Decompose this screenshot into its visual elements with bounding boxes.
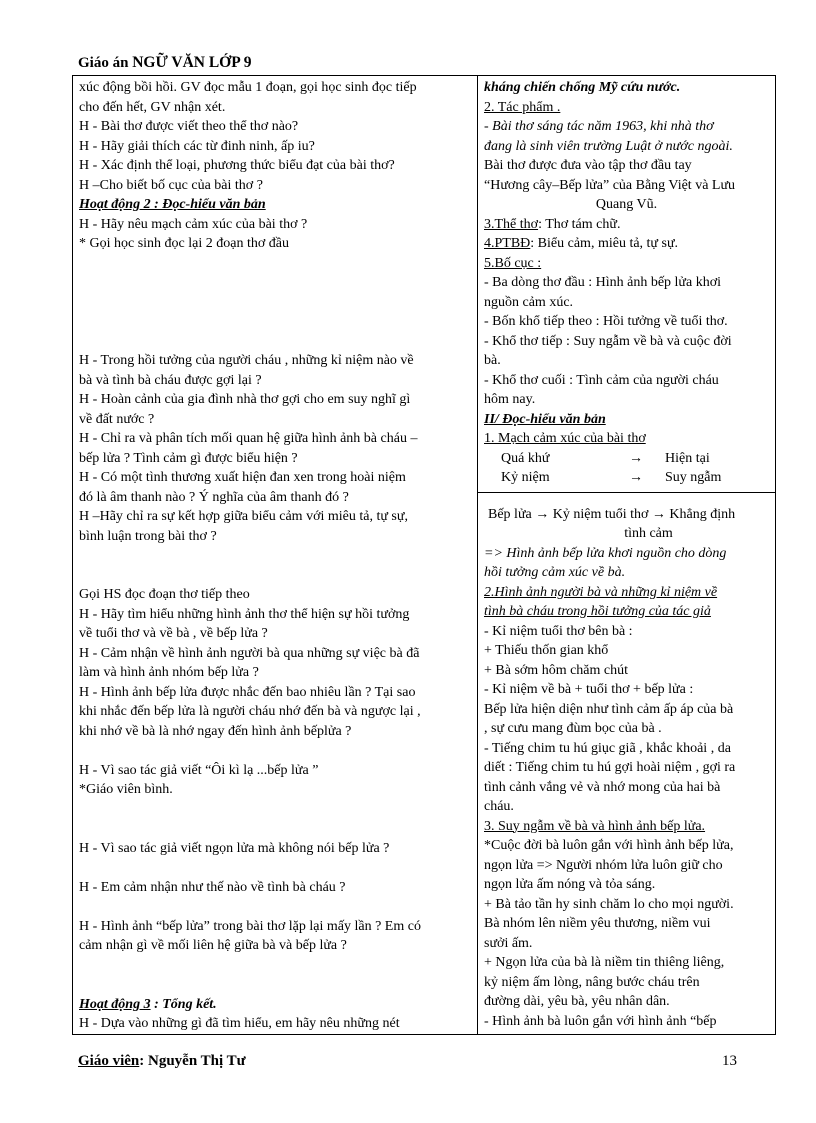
text-line: tình cảm [624,526,673,541]
section-heading: 5.Bố cục : [484,255,542,271]
section-heading: 1. Mạch cảm xúc của bài thơ [484,431,646,446]
text-line: sưởi ấm. [484,935,533,951]
text-line: xúc động bồi hồi. GV đọc mẫu 1 đoạn, gọi học sinh đọc tiếp [79,80,417,95]
activity-heading-3: Hoạt động 3 : Tổng kết. [79,996,217,1012]
text-line: nguồn cảm xúc. [484,294,574,310]
footer-label: Giáo viên [78,1053,140,1069]
divider [478,492,775,493]
text-line: + Bà tảo tần hy sinh chăm lo cho mọi người. [484,896,734,912]
text-line: + Thiếu thốn gian khổ [484,643,609,658]
text-line: đường dài, yêu bà, yêu nhân dân. [484,994,670,1009]
text-line: - Tiếng chim tu hú giục giã , khắc khoải , da [484,740,731,756]
text-line: H –Hãy chỉ ra sự kết hợp giữa biểu cảm với miêu tả, tự sự, [79,509,408,524]
header-label: Giáo án [78,55,129,71]
text-line: H - Hãy giải thích các từ đinh ninh, ấp iu? [79,138,315,154]
text-line: 3.Thể thơ: Thơ tám chữ. [484,216,621,232]
text-line: H - Bài thơ được viết theo thể thơ nào? [79,119,299,134]
flow-label: Suy ngẫm [665,470,722,485]
lesson-table [72,75,776,1035]
teacher-name: : Nguyễn Thị Tư [139,1053,246,1069]
text-line: H - Hãy nêu mạch cảm xúc của bài thơ ? [79,216,308,232]
text-line: *Cuộc đời bà luôn gắn với hình ảnh bếp lửa, [484,838,734,853]
emotion-flow-row [484,468,769,488]
text-line: H –Cho biết bố cục của bài thơ ? [79,177,263,193]
text-line: H - Vì sao tác giả viết ngọn lửa mà không nói bếp lửa ? [79,840,390,856]
text-line: Bếp lửa hiện diện như tình cảm ấp áp của bà [484,701,734,717]
text-line: H - Hình ảnh bếp lửa được nhắc đến bao nhiêu lần ? Tại sao [79,684,416,700]
right-column [478,76,776,1035]
text-line: diết : Tiếng chim tu hú gợi hoài niệm , gợi ra [484,760,736,775]
text-line: H - Vì sao tác giả viết “Ôi kì lạ ...bếp lửa ” [79,762,319,778]
text-line: ngọn lửa => Người nhóm lửa luôn giữ cho [484,857,723,873]
text-line: về tuổi thơ và về bà , về bếp lửa ? [79,626,268,641]
text-line: kỷ niệm ấm lòng, nâng bước cháu trên [484,974,700,990]
footer-teacher [78,1053,246,1070]
text-line: khi nhớ về bà là nhớ ngay đến hình ảnh bếplửa ? [79,723,352,739]
text-line: - Khổ thơ tiếp : Suy ngẫm về bà và cuộc đời [484,333,732,349]
text-line: + Ngọn lửa của bà là niềm tin thiêng liêng, [484,955,725,970]
text-line: đó là âm thanh nào ? Ý nghĩa của âm thanh đó ? [79,489,349,505]
text-line: bà và tình bà cháu được gợi lại ? [79,372,262,388]
text-line: H - Em cảm nhận như thế nào về tình bà cháu ? [79,879,346,895]
text-line: Bài thơ được đưa vào tập thơ đầu tay [484,158,692,173]
emotion-flow-row [484,449,769,469]
arrow-icon: → [629,470,643,485]
text-line: H - Xác định thể loại, phương thức biểu đạt của bài thơ? [79,158,395,173]
text-line: hồi tưởng cảm xúc về bà. [484,565,626,580]
text-line: H - Hãy tìm hiểu những hình ảnh thơ thể hiện sự hồi tưởng [79,606,410,622]
flow-label: Kỷ niệm [501,470,550,485]
text-line: + Bà sớm hôm chăm chút [484,662,628,678]
text-line: bà. [484,353,501,368]
text-line: 4.PTBĐ: Biểu cảm, miêu tả, tự sự. [484,236,679,251]
text-line: *Giáo viên bình. [79,782,173,797]
text-line: - Kỉ niệm tuổi thơ bên bà : [484,623,633,639]
text-line: - Hình ảnh bà luôn gắn với hình ảnh “bếp [484,1013,717,1029]
text-line: H - Hoàn cảnh của gia đình nhà thơ gợi cho em suy nghĩ gì [79,392,411,407]
text-line: - Bốn khổ tiếp theo : Hồi tưởng về tuổi thơ. [484,314,728,329]
activity-heading-2: Hoạt động 2 : Đọc-hiểu văn bản [79,197,266,212]
text-line: ngọn lửa ấm nóng và tỏa sáng. [484,877,656,892]
text-line: cho đến hết, GV nhận xét. [79,99,226,115]
text-line: làm và hình ảnh nhóm bếp lửa ? [79,665,259,680]
text-line: cảm nhận gì về mối liên hệ giữa bà và bếp lửa ? [79,938,347,953]
text-line: đang là sinh viên trường Luật ở nước ngoài. [484,138,733,154]
text-line: tình cảnh vắng vẻ và nhớ mong của hai bà [484,779,721,795]
text-line: Quang Vũ. [595,197,658,212]
text-line: , sự cưu mang đùm bọc của bà . [484,721,662,736]
section-heading: 3. Suy ngẫm về bà và hình ảnh bếp lửa. [484,818,706,834]
page-header [78,54,251,72]
text-line: H - Hình ảnh “bếp lửa” trong bài thơ lặp lại mấy lần ? Em có [79,918,421,934]
text-line: khi nhắc đến bếp lửa là người cháu nhớ đến bà và ngược lại , [79,704,421,719]
text-line: * Gọi học sinh đọc lại 2 đoạn thơ đầu [79,236,289,251]
text-line: H - Trong hồi tưởng của người cháu , những kỉ niệm nào về [79,353,414,368]
text-line: về đất nước ? [79,411,155,427]
text-line: “Hương cây–Bếp lửa” của Bằng Việt và Lưu [484,177,736,193]
left-column [73,76,478,1035]
text-line: H - Dựa vào những gì đã tìm hiểu, em hãy nêu những nét [79,1016,400,1031]
text-line: H - Có một tình thương xuất hiện đan xen trong hoài niệm [79,470,406,485]
flow-label: Hiện tại [665,450,710,466]
text-line: bình luận trong bài thơ ? [79,528,217,544]
text-line: cháu. [484,799,514,814]
text-line: Bếp lửa → Kỷ niệm tuổi thơ → Khẳng định [488,506,736,522]
section-heading: 2. Tác phẩm . [484,99,561,115]
text-line: H - Chỉ ra và phân tích mối quan hệ giữa hình ảnh bà cháu – [79,431,418,446]
flow-label: Quá khứ [501,450,550,466]
arrow-icon: → [629,450,643,466]
section-heading: 2.Hình ảnh người bà và những kỉ niệm về [484,584,718,600]
header-subject: NGỮ VĂN LỚP 9 [132,54,252,71]
text-line: hôm nay. [484,392,536,407]
section-heading: tình bà cháu trong hồi tưởng của tác giả [484,604,711,619]
section-heading: II/ Đọc-hiểu văn bản [484,411,606,427]
text-line: => Hình ảnh bếp lửa khơi nguồn cho dòng [484,545,727,561]
text-line: - Khổ thơ cuối : Tình cảm của người cháu [484,372,719,388]
text-line: - Bài thơ sáng tác năm 1963, khi nhà thơ [484,119,714,134]
text-line: - Ba dòng thơ đầu : Hình ảnh bếp lửa khơi [484,275,722,290]
text-line: kháng chiến chống Mỹ cứu nước. [484,80,681,95]
text-line: bếp lửa ? Tình cảm gì được biểu hiện ? [79,450,298,466]
text-line: H - Cảm nhận về hình ảnh người bà qua những sự việc bà đã [79,645,420,661]
text-line: - Kỉ niệm về bà + tuổi thơ + bếp lửa : [484,682,694,697]
text-line: Gọi HS đọc đoạn thơ tiếp theo [79,587,250,602]
text-line: Bà nhóm lên niềm yêu thương, niềm vui [484,916,711,931]
page-number: 13 [722,1053,737,1069]
